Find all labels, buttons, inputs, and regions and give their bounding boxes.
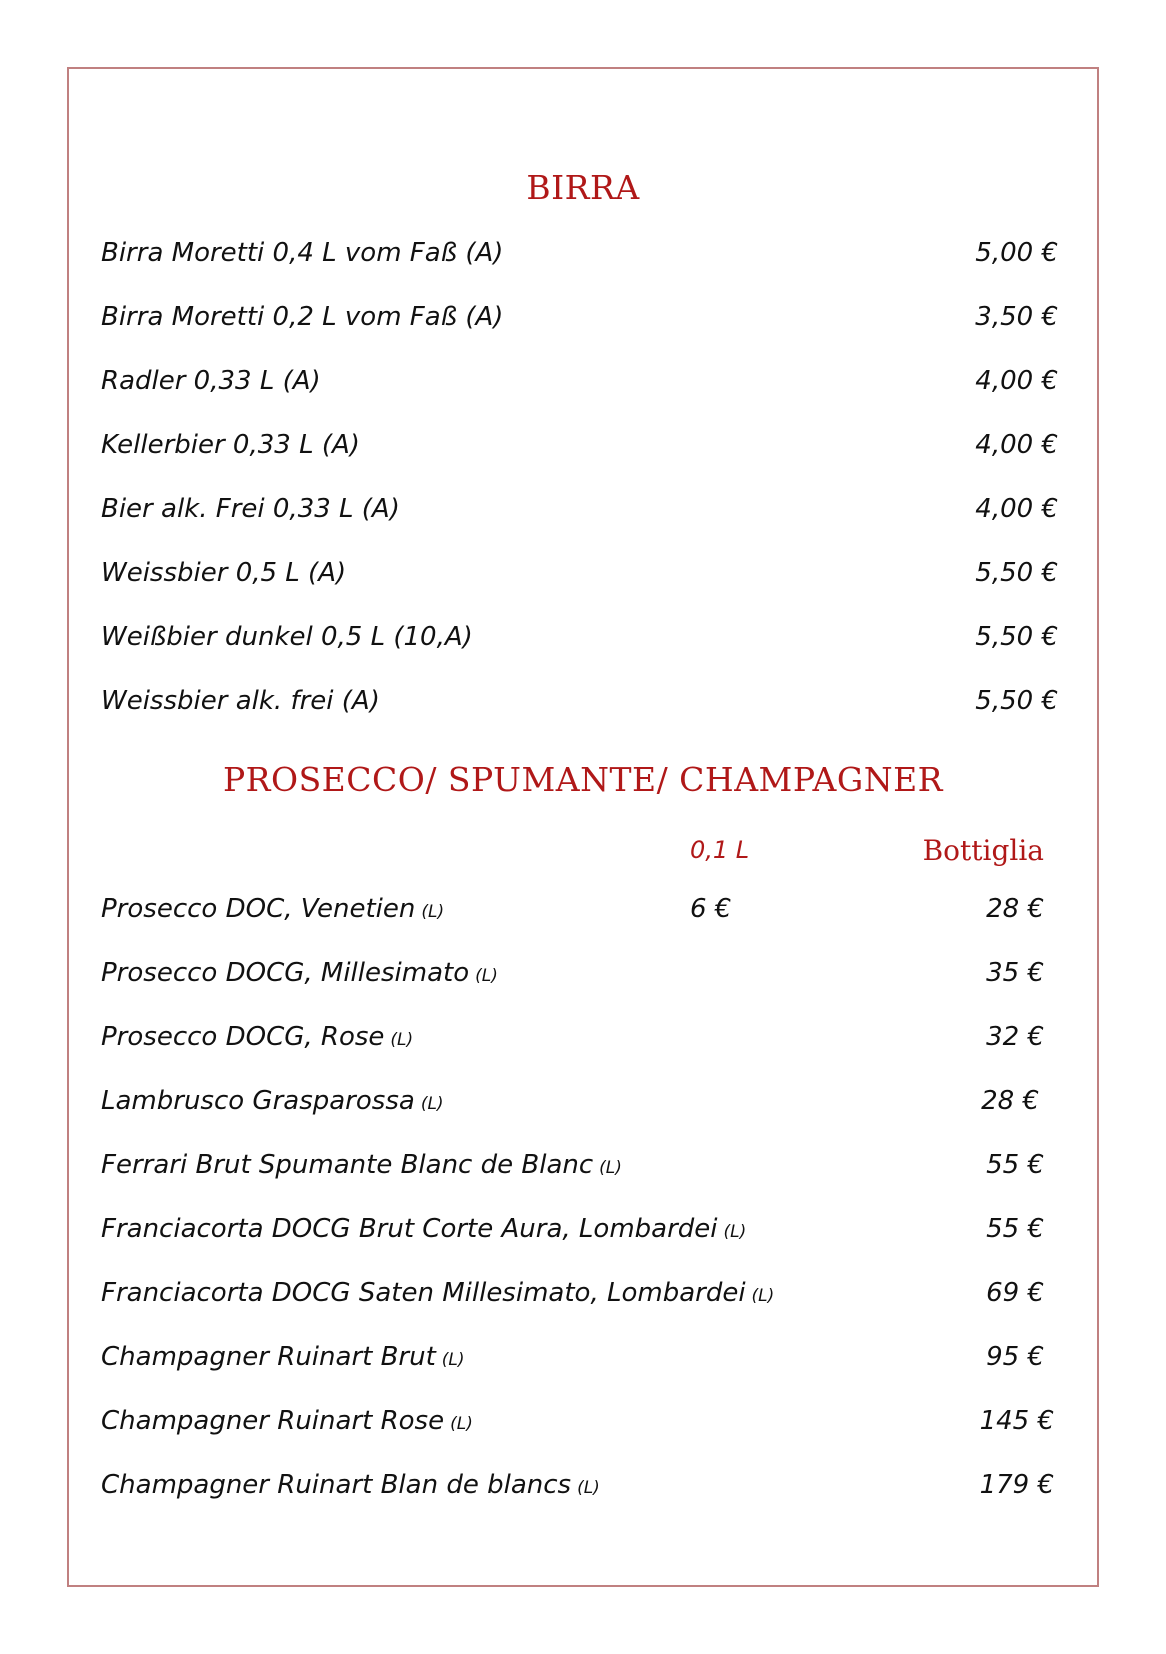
item-name: Weissbier alk. frei (A) — [101, 686, 380, 716]
item-price: 28 € — [981, 1086, 1039, 1116]
list-item — [0, 686, 1166, 726]
item-price: 3,50 € — [975, 302, 1058, 332]
section-title-prosecco: PROSECCO/ SPUMANTE/ CHAMPAGNER — [222, 760, 944, 799]
item-name: Birra Moretti 0,2 L vom Faß (A) — [101, 302, 504, 332]
item-note: (L) — [450, 1414, 473, 1434]
item-note: (L) — [723, 1222, 747, 1242]
item-price: 32 € — [986, 1022, 1044, 1052]
list-item — [0, 558, 1166, 598]
item-name: Champagner Ruinart Blan de blancs (L) — [101, 1470, 600, 1500]
list-item — [0, 366, 1166, 406]
item-note: (L) — [420, 1094, 444, 1114]
item-note: (L) — [390, 1030, 414, 1050]
list-item — [0, 430, 1166, 470]
item-note: (L) — [475, 966, 498, 986]
item-price: 145 € — [979, 1406, 1054, 1436]
item-name: Franciacorta DOCG Brut Corte Aura, Lombardei (L) — [101, 1214, 747, 1244]
column-header-glass: 0,1 L — [690, 836, 750, 864]
item-price: 55 € — [986, 1214, 1044, 1244]
list-item — [0, 494, 1166, 534]
list-item — [0, 1150, 1166, 1190]
item-name: Prosecco DOCG, Rose (L) — [101, 1022, 414, 1052]
list-item — [0, 622, 1166, 662]
list-item — [0, 1342, 1166, 1382]
item-note: (L) — [577, 1478, 600, 1498]
item-name: Franciacorta DOCG Saten Millesimato, Lombardei (L) — [101, 1278, 775, 1308]
item-price: 4,00 € — [975, 494, 1058, 524]
item-price: 5,50 € — [975, 686, 1058, 716]
list-item — [0, 958, 1166, 998]
item-price: 35 € — [986, 958, 1044, 988]
item-name: Birra Moretti 0,4 L vom Faß (A) — [101, 238, 504, 268]
item-name: Champagner Ruinart Rose (L) — [101, 1406, 473, 1436]
item-note: (L) — [751, 1286, 775, 1306]
item-name: Kellerbier 0,33 L (A) — [101, 430, 360, 460]
item-name: Radler 0,33 L (A) — [101, 366, 321, 396]
item-price: 4,00 € — [975, 430, 1058, 460]
item-price: 95 € — [986, 1342, 1044, 1372]
item-price: 5,00 € — [975, 238, 1058, 268]
item-price: 5,50 € — [975, 558, 1058, 588]
section-title-birra: BIRRA — [526, 168, 640, 207]
item-name: Bier alk. Frei 0,33 L (A) — [101, 494, 400, 524]
list-item — [0, 302, 1166, 342]
list-item — [0, 1470, 1166, 1510]
list-item — [0, 1214, 1166, 1254]
item-glass-price: 6 € — [690, 894, 732, 924]
list-item — [0, 1278, 1166, 1318]
item-price: 179 € — [979, 1470, 1054, 1500]
list-item — [0, 1022, 1166, 1062]
item-note: (L) — [599, 1158, 622, 1178]
item-note: (L) — [421, 902, 445, 922]
item-name: Weißbier dunkel 0,5 L (10,A) — [101, 622, 473, 652]
item-note: (L) — [441, 1350, 465, 1370]
item-name: Prosecco DOCG, Millesimato (L) — [101, 958, 498, 988]
column-header-bottle: Bottiglia — [922, 834, 1044, 867]
list-item — [0, 1086, 1166, 1126]
item-price: 5,50 € — [975, 622, 1058, 652]
item-name: Lambrusco Grasparossa (L) — [101, 1086, 444, 1116]
item-name: Ferrari Brut Spumante Blanc de Blanc (L) — [101, 1150, 622, 1180]
item-price: 69 € — [986, 1278, 1044, 1308]
item-price: 28 € — [986, 894, 1044, 924]
item-name: Weissbier 0,5 L (A) — [101, 558, 347, 588]
list-item — [0, 894, 1166, 934]
list-item — [0, 1406, 1166, 1446]
item-price: 4,00 € — [975, 366, 1058, 396]
item-name: Prosecco DOC, Venetien (L) — [101, 894, 445, 924]
list-item — [0, 238, 1166, 278]
item-price: 55 € — [986, 1150, 1044, 1180]
item-name: Champagner Ruinart Brut (L) — [101, 1342, 465, 1372]
